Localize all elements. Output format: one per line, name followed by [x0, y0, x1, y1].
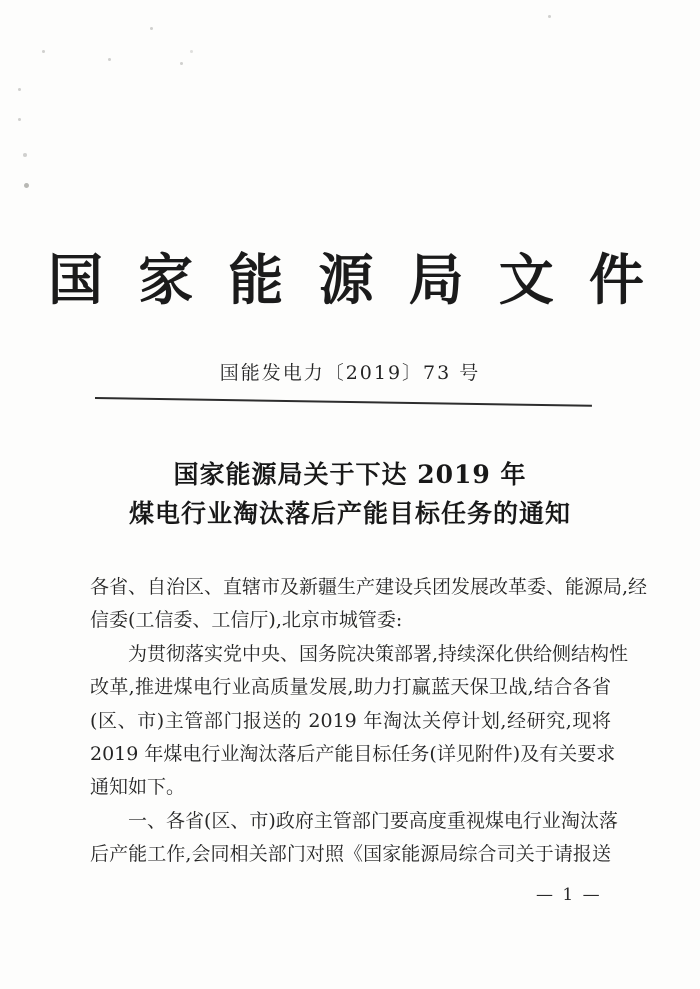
scan-speck	[190, 50, 193, 53]
scan-speck	[150, 27, 153, 30]
body-line: 一、各省(区、市)政府主管部门要高度重视煤电行业淘汰落	[128, 809, 618, 832]
scan-speck	[18, 118, 21, 121]
page-number: — 1 —	[536, 885, 602, 905]
subject-line-2: 煤电行业淘汰落后产能目标任务的通知	[128, 499, 571, 528]
scan-speck	[180, 62, 183, 65]
body-line: 改革,推进煤电行业高质量发展,助力打赢蓝天保卫战,结合各省	[90, 676, 611, 699]
body-line: 各省、自治区、直辖市及新疆生产建设兵团发展改革委、能源局,经	[90, 576, 648, 598]
document-subject-heading	[0, 455, 700, 533]
document-number: 国能发电力〔2019〕73 号	[219, 362, 481, 384]
body-line: 后产能工作,会同相关部门对照《国家能源局综合司关于请报送	[90, 843, 611, 866]
letterhead-divider-rule	[95, 397, 592, 407]
scan-speck	[548, 15, 551, 18]
body-line: 2019 年煤电行业淘汰落后产能目标任务(详见附件)及有关要求	[90, 743, 616, 766]
body-line: 为贯彻落实党中央、国务院决策部署,持续深化供给侧结构性	[128, 642, 629, 665]
body-line: 信委(工信委、工信厅),北京市城管委:	[90, 609, 403, 632]
scan-speck	[24, 183, 29, 188]
scan-speck	[23, 153, 27, 157]
document-body	[90, 571, 648, 872]
subject-line-1: 国家能源局关于下达 2019 年	[173, 460, 527, 489]
scan-speck	[18, 88, 21, 91]
scan-speck	[108, 58, 111, 61]
body-line: (区、市)主管部门报送的 2019 年淘汰关停计划,经研究,现将	[90, 709, 611, 732]
body-line: 通知如下。	[90, 776, 186, 799]
scan-speck	[42, 50, 45, 53]
letterhead-org-title: 国 家 能 源 局 文 件	[48, 247, 652, 312]
